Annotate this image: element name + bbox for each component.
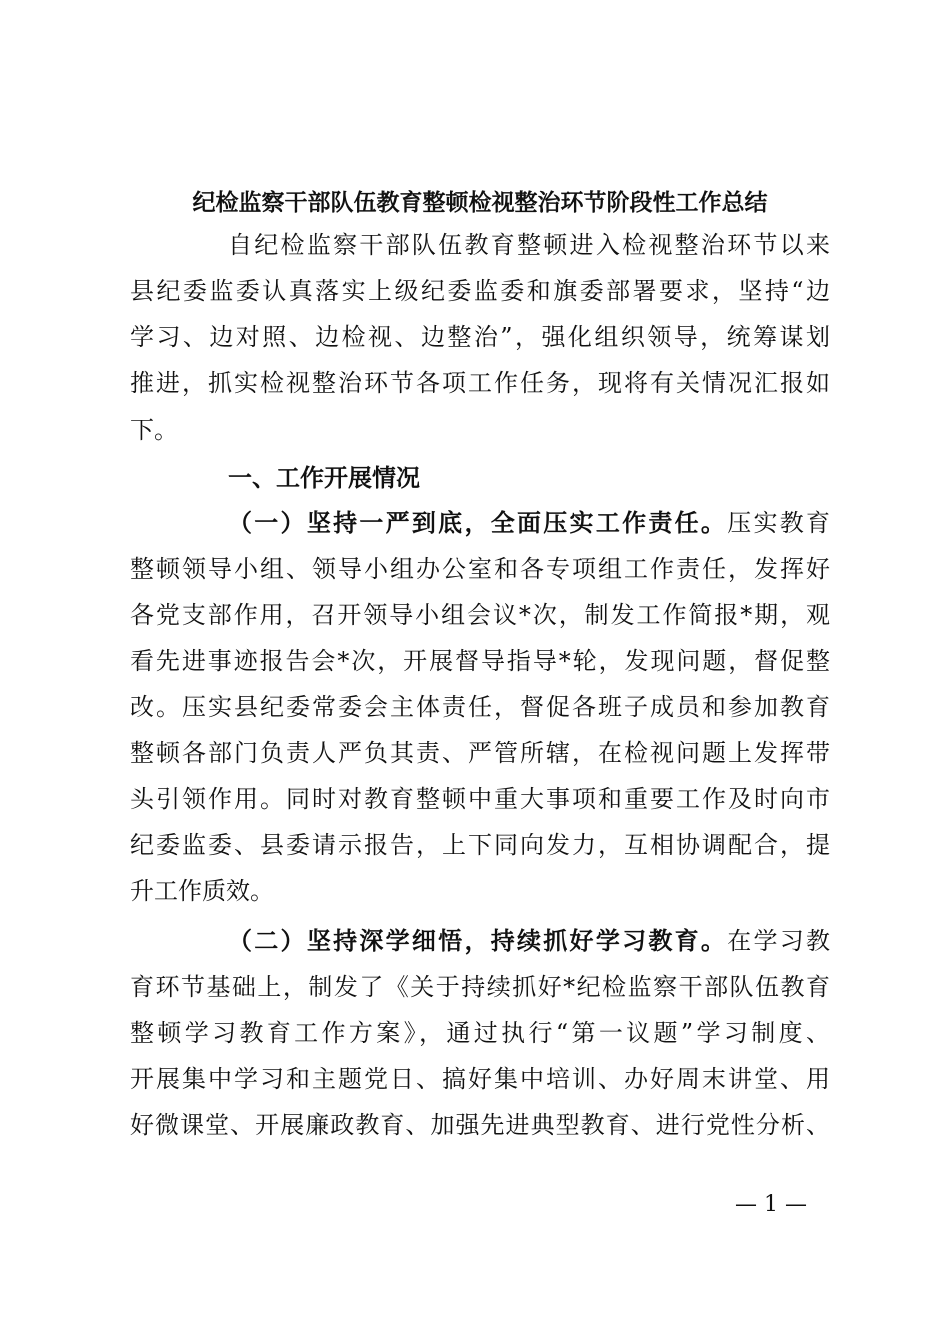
subsection-heading: （二）坚持深学细悟，持续抓好学习教育。 <box>228 926 728 955</box>
body-line: 整顿学习教育工作方案》，通过执行“第一议题”学习制度、 <box>130 1019 830 1047</box>
subsection-lead-text: 压实教育 <box>727 509 831 537</box>
body-line: 改。压实县纪委常委会主体责任，督促各班子成员和参加教育 <box>130 693 830 721</box>
intro-line: 学习、边对照、边检视、边整治”，强化组织领导，统筹谋划 <box>130 323 830 351</box>
body-line: 头引领作用。同时对教育整顿中重大事项和重要工作及时向市 <box>130 785 830 813</box>
intro-line: 县纪委监委认真落实上级纪委监委和旗委部署要求，坚持“边 <box>130 277 830 305</box>
intro-line: 推进，抓实检视整治环节各项工作任务，现将有关情况汇报如 <box>130 369 830 397</box>
subsection-heading: （一）坚持一严到底，全面压实工作责任。 <box>228 508 728 537</box>
body-line: 开展集中学习和主题党日、搞好集中培训、办好周末讲堂、用 <box>130 1065 830 1093</box>
body-line: 整顿各部门负责人严负其责、严管所辖，在检视问题上发挥带 <box>130 739 830 767</box>
body-line: 纪委监委、县委请示报告，上下同向发力，互相协调配合，提 <box>130 831 830 859</box>
page-number: — 1 — <box>735 1192 807 1217</box>
body-line: 好微课堂、开展廉政教育、加强先进典型教育、进行党性分析、 <box>130 1111 830 1139</box>
body-line: 整顿领导小组、领导小组办公室和各专项组工作责任，发挥好 <box>130 555 830 583</box>
body-line: 各党支部作用，召开领导小组会议*次，制发工作简报*期，观 <box>130 601 830 629</box>
body-line: 升工作质效。 <box>130 877 274 905</box>
section-heading: 一、工作开展情况 <box>228 464 420 492</box>
intro-line: 下。 <box>130 416 178 444</box>
intro-line: 自纪检监察干部队伍教育整顿进入检视整治环节以来 <box>228 231 830 259</box>
subsection-lead-line <box>228 918 830 964</box>
body-line: 看先进事迹报告会*次，开展督导指导*轮，发现问题，督促整 <box>130 647 830 675</box>
document-title: 纪检监察干部队伍教育整顿检视整治环节阶段性工作总结 <box>192 189 768 216</box>
subsection-lead-line <box>228 500 830 546</box>
body-line: 育环节基础上，制发了《关于持续抓好*纪检监察干部队伍教育 <box>130 973 830 1001</box>
subsection-lead-text: 在学习教 <box>727 927 831 955</box>
